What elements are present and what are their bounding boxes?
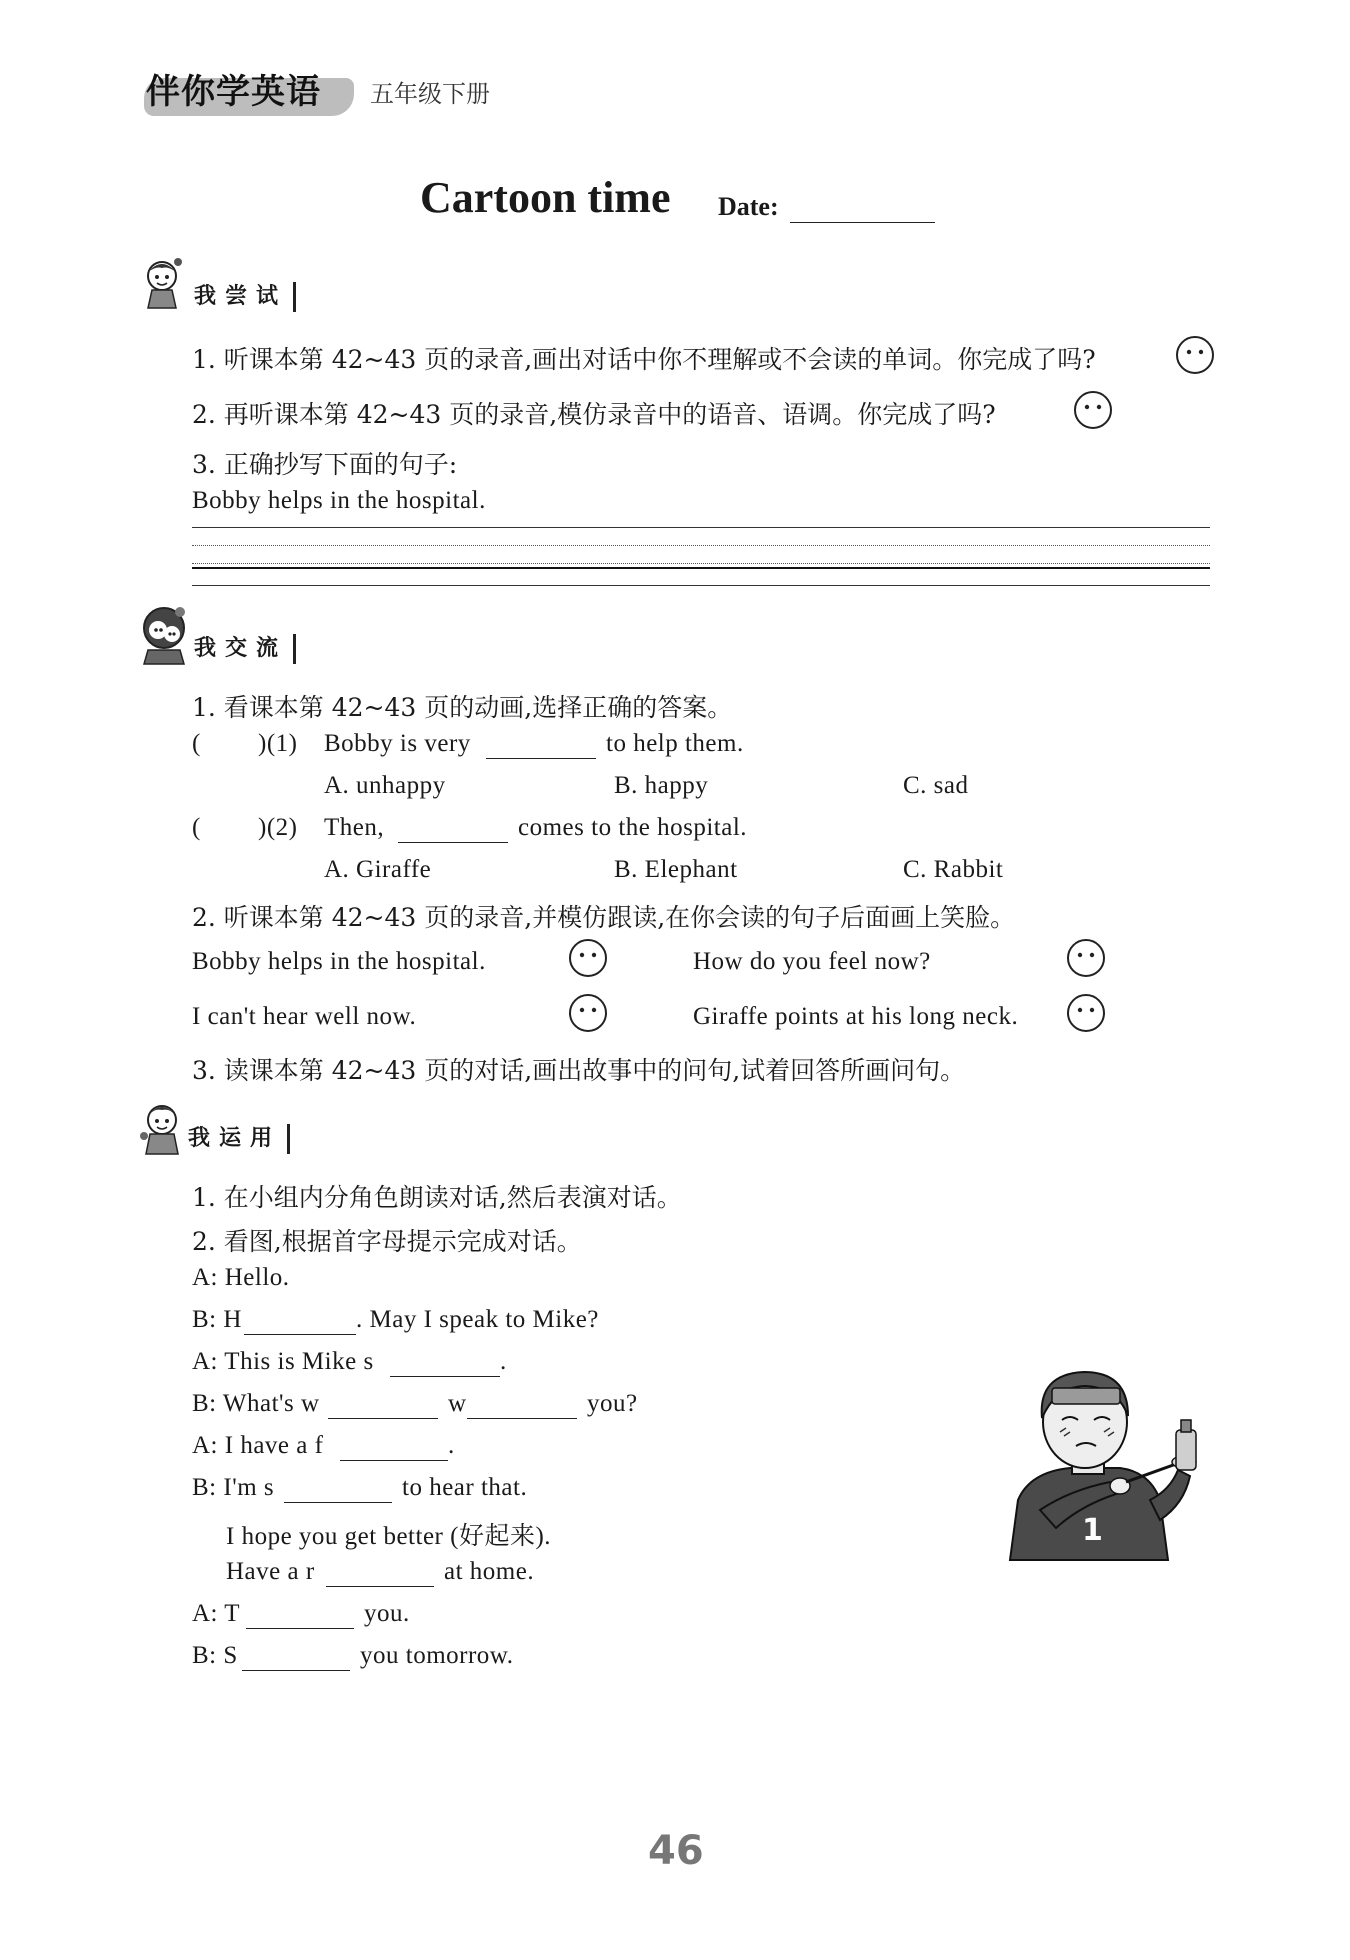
mc1-open-paren: ( xyxy=(192,730,201,757)
mc1-answer-slot[interactable] xyxy=(205,730,255,760)
mc1-option-c[interactable]: C. sad xyxy=(903,772,969,799)
page-title: Cartoon time xyxy=(420,173,671,222)
date-label: Date: xyxy=(718,192,779,221)
mc1-option-b[interactable]: B. happy xyxy=(614,772,709,799)
line-bottom xyxy=(192,585,1210,586)
mc1-stem-before: Bobby is very xyxy=(324,730,471,757)
mc2-option-c[interactable]: C. Rabbit xyxy=(903,856,1004,883)
dialogue-line-2-blank[interactable] xyxy=(244,1314,356,1335)
line-top xyxy=(192,527,1210,528)
dialogue-line-1: A: Hello. xyxy=(192,1264,290,1291)
dialogue-line-4-start: B: What's w xyxy=(192,1390,320,1417)
dialogue-line-3-blank[interactable] xyxy=(390,1356,500,1377)
smiley-icon[interactable] xyxy=(1066,938,1106,978)
dialogue-line-3-start: A: This is Mike s xyxy=(192,1348,374,1375)
dialogue-line-4-blank-2[interactable] xyxy=(467,1398,577,1419)
svg-text:1: 1 xyxy=(1082,1513,1103,1548)
dialogue-line-7: I hope you get better (好起来). xyxy=(226,1523,552,1550)
mc2-option-a[interactable]: A. Giraffe xyxy=(324,856,432,883)
mc1-blank[interactable] xyxy=(486,738,596,759)
use-question-2: 2. 看图,根据首字母提示完成对话。 xyxy=(192,1227,582,1256)
smiley-icon[interactable] xyxy=(568,938,608,978)
copy-sentence: Bobby helps in the hospital. xyxy=(192,487,486,514)
mc2-option-b[interactable]: B. Elephant xyxy=(614,856,738,883)
section-talk-label: 我交流 xyxy=(194,634,296,664)
handwriting-lines[interactable] xyxy=(192,525,1210,589)
dialogue-line-5-start: A: I have a f xyxy=(192,1432,324,1459)
mc1-stem-after: to help them. xyxy=(606,730,744,757)
mc2-blank[interactable] xyxy=(398,822,508,843)
header-logo: 伴你学英语 xyxy=(146,72,321,112)
line-dashed-2 xyxy=(192,563,1210,564)
dialogue-line-8-blank[interactable] xyxy=(326,1566,434,1587)
dialogue-line-8-start: Have a r xyxy=(226,1558,315,1585)
line-base xyxy=(192,567,1210,569)
talk-question-1: 1. 看课本第 42~43 页的动画,选择正确的答案。 xyxy=(192,693,733,722)
talk-question-2: 2. 听课本第 42~43 页的录音,并模仿跟读,在你会读的句子后面画上笑脸。 xyxy=(192,903,1016,932)
mc1-number: )(1) xyxy=(258,730,298,757)
dialogue-line-4-end: you? xyxy=(587,1390,638,1417)
read-sentence-4: Giraffe points at his long neck. xyxy=(693,1003,1019,1030)
section-try-label: 我尝试 xyxy=(194,282,296,312)
section-use-header xyxy=(136,1100,336,1160)
read-sentence-1: Bobby helps in the hospital. xyxy=(192,948,486,975)
dialogue-line-5-end: . xyxy=(448,1432,455,1459)
dialogue-line-9-blank[interactable] xyxy=(246,1608,354,1629)
header xyxy=(140,56,540,116)
boy-mascot-icon xyxy=(136,1100,188,1158)
kids-mascot-icon xyxy=(136,604,192,666)
mc2-stem-after: comes to the hospital. xyxy=(518,814,748,841)
section-talk-header xyxy=(136,604,336,668)
section-try-header xyxy=(138,256,338,316)
mc2-number: )(2) xyxy=(258,814,298,841)
mc1-option-a[interactable]: A. unhappy xyxy=(324,772,446,799)
dialogue-line-6-start: B: I'm s xyxy=(192,1474,275,1501)
dialogue-line-5-blank[interactable] xyxy=(340,1440,448,1461)
dialogue-line-10-end: you tomorrow. xyxy=(360,1642,514,1669)
sick-boy-illustration xyxy=(1000,1360,1215,1565)
dialogue-line-8-end: at home. xyxy=(444,1558,535,1585)
girl-mascot-icon xyxy=(138,256,190,314)
dialogue-line-10-start: B: S xyxy=(192,1642,238,1669)
date-field[interactable] xyxy=(790,222,935,223)
mc2-stem-before: Then, xyxy=(324,814,385,841)
line-dashed-1 xyxy=(192,545,1210,546)
smiley-icon[interactable] xyxy=(1066,993,1106,1033)
dialogue-line-3-end: . xyxy=(500,1348,507,1375)
dialogue-line-6-end: to hear that. xyxy=(402,1474,528,1501)
talk-question-3: 3. 读课本第 42~43 页的对话,画出故事中的问句,试着回答所画问句。 xyxy=(192,1056,966,1085)
dialogue-line-10-blank[interactable] xyxy=(242,1650,350,1671)
read-sentence-3: I can't hear well now. xyxy=(192,1003,417,1030)
section-use-label: 我运用 xyxy=(188,1124,290,1154)
smiley-icon[interactable] xyxy=(568,993,608,1033)
header-grade: 五年级下册 xyxy=(370,80,490,108)
dialogue-line-9-start: A: T xyxy=(192,1600,241,1627)
dialogue-line-9-end: you. xyxy=(364,1600,410,1627)
dialogue-line-2-end: . May I speak to Mike? xyxy=(356,1306,599,1333)
smiley-icon[interactable] xyxy=(1073,390,1113,430)
smiley-icon[interactable] xyxy=(1175,335,1215,375)
try-item-2: 2. 再听课本第 42~43 页的录音,模仿录音中的语音、语调。你完成了吗? xyxy=(192,400,996,429)
try-item-3: 3. 正确抄写下面的句子: xyxy=(192,450,458,479)
mc2-answer-slot[interactable] xyxy=(205,814,255,844)
dialogue-line-4-mid: w xyxy=(448,1390,467,1417)
dialogue-line-2-start: B: H xyxy=(192,1306,242,1333)
dialogue-line-4-blank-1[interactable] xyxy=(328,1398,438,1419)
page-number: 46 xyxy=(648,1828,704,1874)
read-sentence-2: How do you feel now? xyxy=(693,948,931,975)
try-item-1: 1. 听课本第 42~43 页的录音,画出对话中你不理解或不会读的单词。你完成了吗? xyxy=(192,345,1096,374)
mc2-open-paren: ( xyxy=(192,814,201,841)
dialogue-line-6-blank[interactable] xyxy=(284,1482,392,1503)
use-question-1: 1. 在小组内分角色朗读对话,然后表演对话。 xyxy=(192,1183,682,1212)
